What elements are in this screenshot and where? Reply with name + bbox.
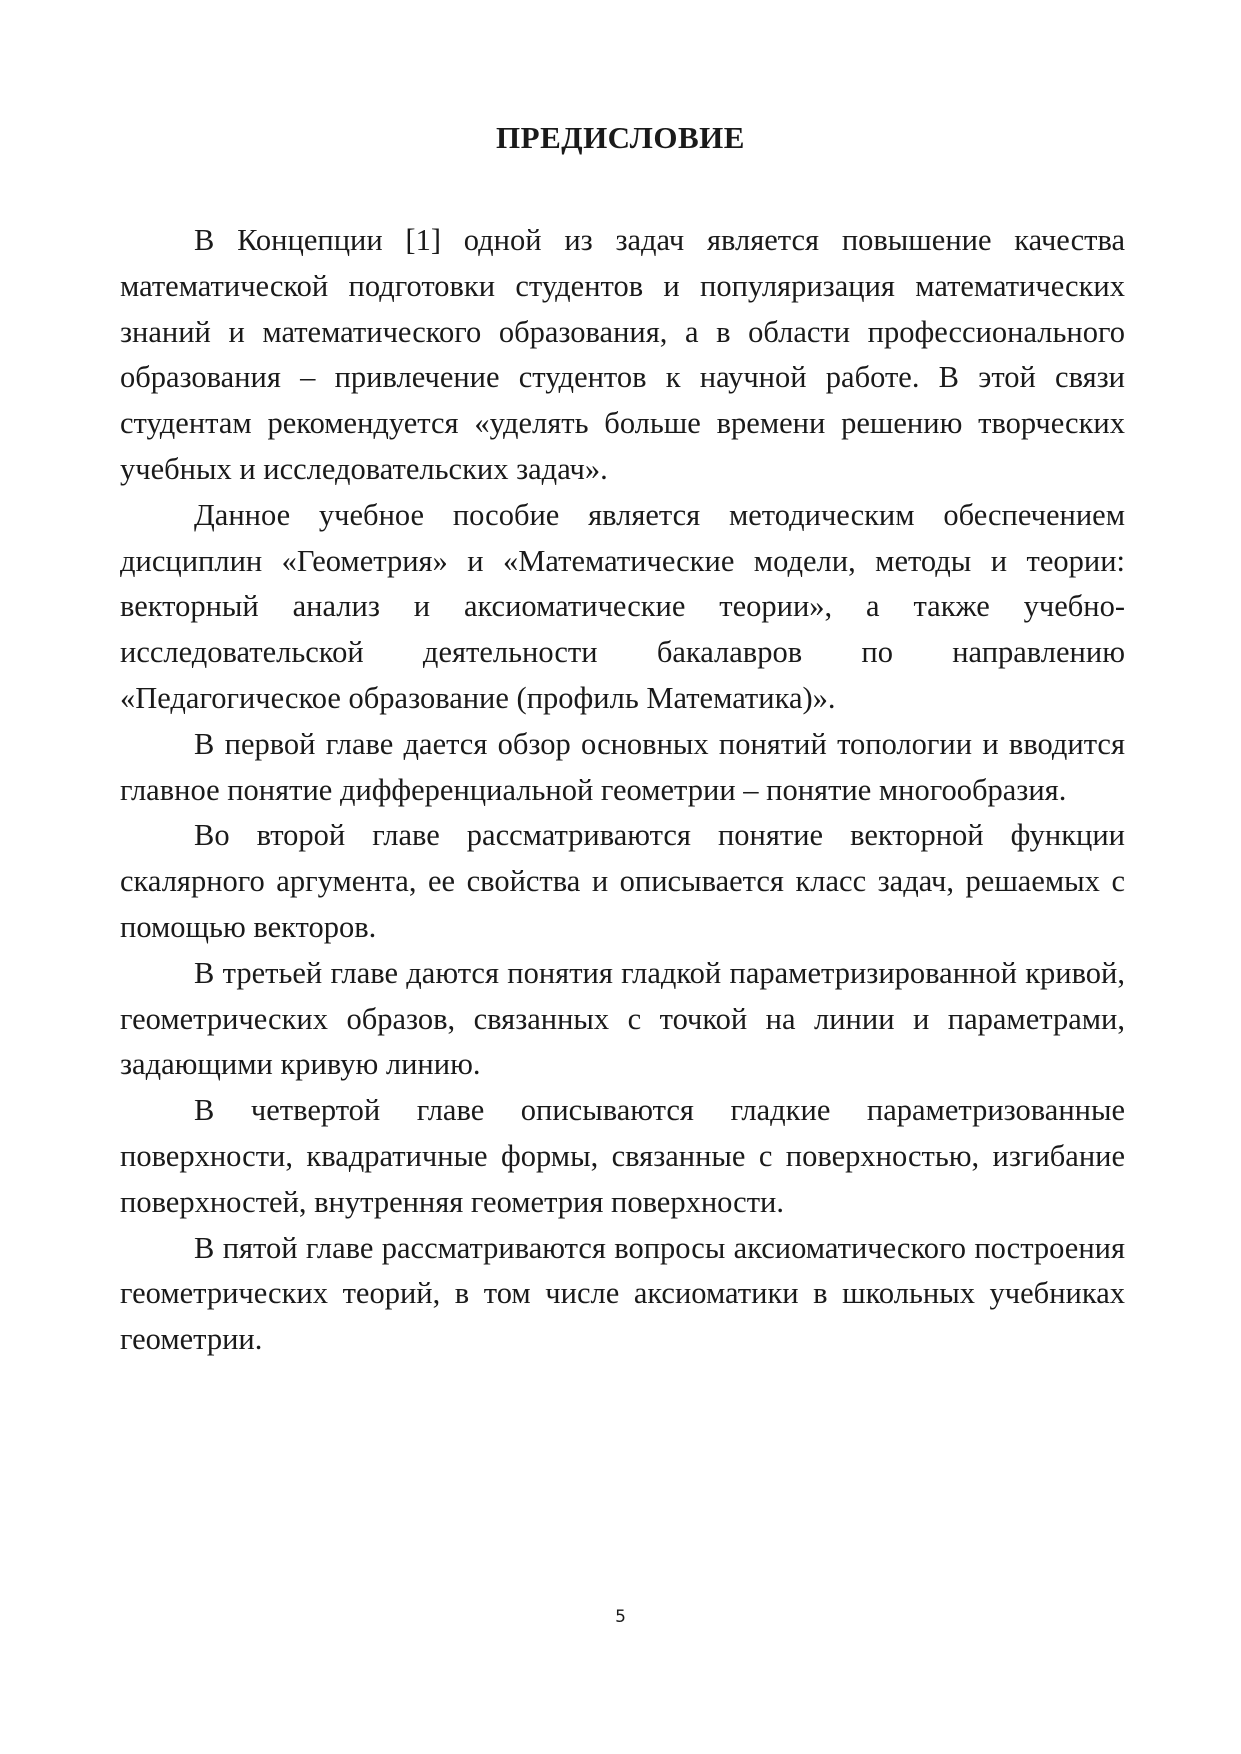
- paragraph-manual-purpose: Данное учебное пособие является методическим обеспечением дисциплин «Геометрия» и «Математические модели, методы и теории: векторный анализ и аксиоматические теории», а также учебно-исследовательской деятельности бакалавров по направлению «Педагогическое образование (профиль Математика)».: [120, 497, 1125, 715]
- paragraph-chapter-2: Во второй главе рассматриваются понятие векторной функции скалярного аргумента, ее свойства и описывается класс задач, решаемых с помощью векторов.: [120, 818, 1125, 944]
- page-number: 5: [615, 1607, 626, 1627]
- page-title: ПРЕДИСЛОВИЕ: [496, 120, 745, 155]
- paragraph-concept: В Концепции [1] одной из задач является повышение качества математической подготовки студентов и популяризация математических знаний и математического образования, а в области профессионального образования – привлечение студентов к научной работе. В этой связи студентам рекомендуется «уделять больше времени решению творческих учебных и исследовательских задач».: [120, 223, 1125, 486]
- paragraph-chapter-4: В четвертой главе описываются гладкие параметризованные поверхности, квадратичные формы, связанные с поверхностью, изгибание поверхностей, внутренняя геометрия поверхности.: [120, 1093, 1125, 1219]
- paragraph-chapter-1: В первой главе дается обзор основных понятий топологии и вводится главное понятие дифференциальной геометрии – понятие многообразия.: [120, 726, 1125, 807]
- preface-body: [120, 218, 1125, 1363]
- paragraph-chapter-5: В пятой главе рассматриваются вопросы аксиоматического построения геометрических теорий, в том числе аксиоматики в школьных учебниках геометрии.: [120, 1230, 1125, 1357]
- paragraph-chapter-3: В третьей главе даются понятия гладкой параметризированной кривой, геометрических образов, связанных с точкой на линии и параметрами, задающими кривую линию.: [120, 955, 1125, 1082]
